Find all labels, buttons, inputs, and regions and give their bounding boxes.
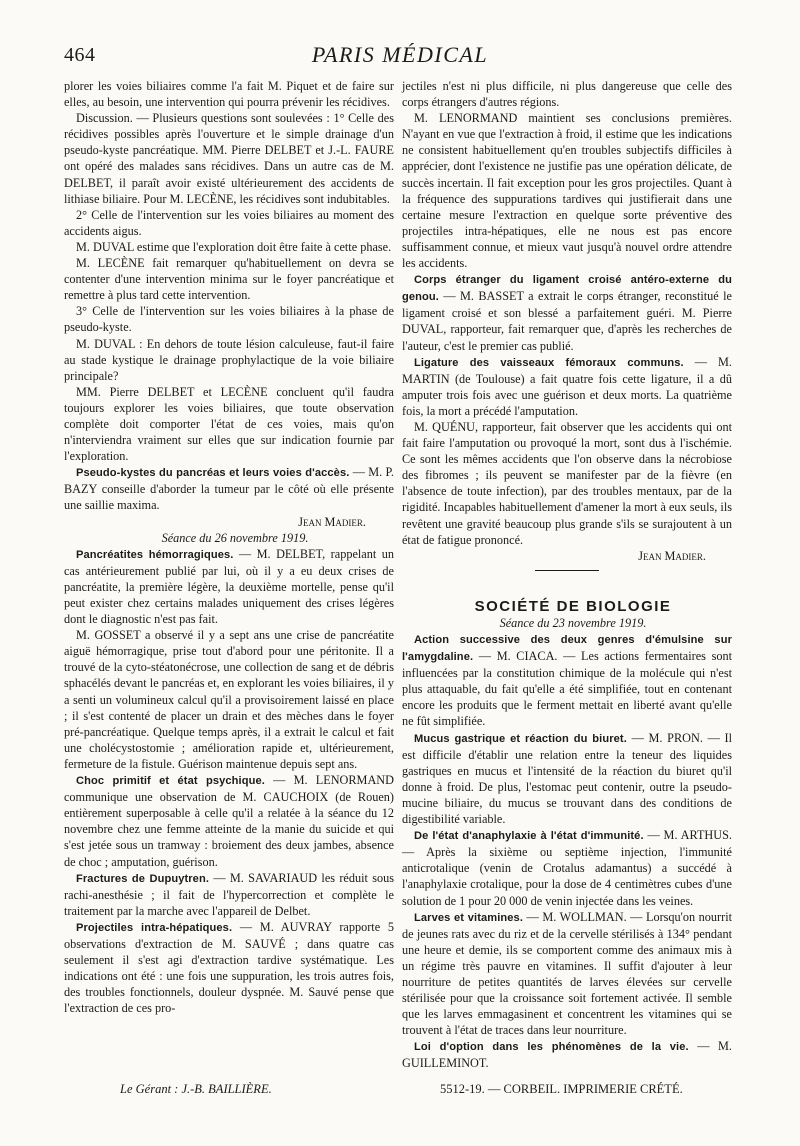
footer-printer: 5512-19. — CORBEIL. IMPRIMERIE CRÉTÉ. [440,1082,683,1096]
paragraph [402,827,732,908]
section-heading: Action successive des deux genres d'émulsine sur l'amygdaline. [402,634,732,664]
paragraph: jectiles n'est ni plus difficile, ni plus dangereuse que celle des corps étrangers d'autres régions. [402,79,732,110]
section-heading: Projectiles intra-hépatiques. [76,921,233,934]
left-column [64,78,394,1016]
section-heading: Pseudo-kystes du pancréas et leurs voies d'accès. [76,467,350,480]
section-heading: Larves et vitamines. [414,911,524,924]
paragraph [402,909,732,1039]
paragraph: M. GOSSET a observé il y a sept ans une crise de pancréatite aiguë hémorragique, prise tout d'abord pour une péritonite. Il a trouvé de la cyto-stéatonécrose, une collection de sang et de débris sphacélés devant le pancréas et, en explorant les voies biliaires, il y a senti un volumineux calcul qu'il a provisoirement laissé en place ; il s'est contenté de placer un drain et des mèches dans le foyer pré-pancréatique. Quelque temps après, il a extrait le calcul et fait une cholécystostomie ; amélioration rapide et, ultérieurement, fermeture de la fistule. Guérison maintenue depuis sept ans. [64,628,394,771]
paragraph [64,919,394,1017]
paragraph-body: — M. CIACA. — Les actions fermentaires sont influencées par la constitution chimique de la molécule qui n'est plus attaquable, du fait qu'elle a été simplifiée, tout en contenant encore les produits que le ferment mettait en liberté avant qu'elle ne fût simplifiée. [402,649,732,729]
paragraph: M. LENORMAND maintient ses conclusions premières. N'ayant en vue que l'extraction à froid, il estime que les indications ne consistent habituellement qu'en troubles subjectifs difficiles à apprécier, dont l'existence ne justifie pas une opération délicate, de succès incertain. Il fait exception pour les gros projectiles. Quant à la fréquence des suppurations tardives qui justifierait dans une certaine mesure l'extraction en quelque sorte préventive des projectiles intra-hépatiques, elle ne nous est pas encore suffisamment connue, et mieux vaut jusqu'à nouvel ordre attendre les accidents. [402,111,732,271]
running-head: PARIS MÉDICAL [311,42,489,67]
paragraph [64,772,394,870]
footer-publisher: Le Gérant : J.-B. BAILLIÈRE. [120,1082,272,1096]
paragraph: Discussion. — Plusieurs questions sont soulevées : 1° Celle des récidives possibles après l'ouverture et le simple drainage d'un pseudo-kyste pancréatique. MM. Pierre DELBET et J.-L. FAURE ont opéré des malades sans récidives. Dans un autre cas de M. DELBET, il paraît avoir existé ultérieurement des accidents de lithiase biliaire. Pour M. LECÈNE, les récidives sont indubitables. [64,111,394,206]
paragraph-body: — M. SAVARIAUD les réduit sous rachi-anesthésie ; il fait de l'hypercorrection et complète le traitement par la marche avec l'appareil de Delbet. [64,870,394,918]
session-date: Séance du 23 novembre 1919. [499,615,647,630]
paragraph-body: — M. ARTHUS. — Après la sixième ou septième injection, l'immunité anticrotalique (venin de Crotalus adamantus) a succédé à l'anaphylaxie crotalique, pour la dose de 4 centimètres cubes d'une solution de 1 pour 20 000 de venin injectée dans les veines. [402,828,732,908]
paragraph-body: — M. WOLLMAN. — Lorsqu'on nourrit de jeunes rats avec du riz et de la cervelle stérilisés à 134° pendant une heure et demie, ils se comportent comme des animaux mis à un régime très pauvre en vitamines. Il suffit d'ajouter à leur nourriture de petites quantités de larves élevées sur cervelle stérilisée pour que la croissance soit fortement activée. Il semble que les larves emmagasinent et concentrent les vitamines qui se trouvent à l'état de traces dans leur nourriture. [402,909,732,1038]
paragraph [402,354,732,419]
society-title: SOCIÉTÉ DE BIOLOGIE [474,597,672,615]
signature: Jean Madier. [298,514,366,529]
paragraph: M. QUÉNU, rapporteur, fait observer que les accidents qui ont fait faire l'amputation ou provoqué la mort, sont dus à l'ischémie. Ce sont les mêmes accidents que l'on observe dans la nécrobiose des fibromes ; ils peuvent se manifester par de la fièvre (en l'absence de toute infection), par des troubles mentaux, par de la rigidité. Incapables habituellement d'amener la mort à eux seuls, ils revêtent une gravité beaucoup plus grande s'ils se surajoutent à un état de fatigue prononcé. [402,419,732,547]
paragraph-body: — M. P. BAZY conseille d'aborder la tumeur par le côté où elle présente une saillie maxima. [64,465,394,513]
section-heading: Fractures de Dupuytren. [76,872,210,885]
paragraph: 2° Celle de l'intervention sur les voies biliaires au moment des accidents aigus. [64,207,394,238]
paragraph-body: — M. PRON. — Il est difficile d'établir une relation entre la teneur des liquides gastriques en mucus et l'intensité de la réaction du biuret qu'il donne à froid. De plus, l'estomac peut contenir, outre la pseudo-mucine biliaire, du mucus se trouvant dans des conditions de digestibilité variable. [402,730,732,827]
paragraph [402,271,732,353]
section-heading: Pancréatites hémorragiques. [76,548,234,561]
section-heading: Choc primitif et état psychique. [76,775,265,788]
paragraph-body: — M. LENORMAND communique une observation de M. CAUCHOIX (de Rouen) entièrement superposable à celle qu'il a relatée à la séance du 12 novembre chez une femme atteinte de la manie du suicide et qui s'est jetée sous un tramway : broiement des deux jambes, absence de choc ; amputation, guérison. [64,773,394,869]
paragraph: M. DUVAL estime que l'exploration doit être faite à cette phase. [76,239,392,254]
section-heading: Corps étranger du ligament croisé antéro-externe du genou. [402,274,732,304]
paragraph: M. LECÈNE fait remarquer qu'habituellement on devra se contenter d'une intervention minima sur le foyer pancréatique et remettre à plus tard cette intervention. [64,256,394,303]
right-column [402,78,732,1072]
paragraph-body: — M. BASSET a extrait le corps étranger, reconstitué le ligament croisé et son blessé a parfaitement guéri. M. Pierre DUVAL, rapporteur, fait remarquer que, d'après les recherches de l'auteur, c'est le premier cas publié. [402,289,732,353]
paragraph: M. DUVAL : En dehors de toute lésion calculeuse, faut-il faire au stade kystique le drainage prophylactique de la voie biliaire principale? [64,336,394,383]
paragraph: MM. Pierre DELBET et LECÈNE concluent qu'il faudra toujours explorer les voies biliaires, que toute observation complète doit comporter l'état de ces voies, mais qu'on n'interviendra vraiment sur elles que sur indication fournie par l'exploration. [64,384,394,464]
section-heading: Ligature des vaisseaux fémoraux communs. [414,356,684,369]
signature: Jean Madier. [638,548,706,563]
paragraph-body: — M. AUVRAY rapporte 5 observations d'extraction de M. SAUVÉ ; dans quatre cas seulement il s'est agi d'extraction tardive systématique. Les indications ont été : une fois une suppuration, les trois autres fois, des troubles fonctionnels, douleur dyspnée. M. Sauvé pense que l'extraction de ces pro- [64,919,394,1016]
page-number: 464 [64,44,96,66]
paragraph-body: — M. MARTIN (de Toulouse) a fait quatre fois cette ligature, il a dû amputer trois fois avec une guérison et deux morts. La quatrième fois, la mort a précédé l'amputation. [402,354,732,418]
section-divider [535,570,599,571]
paragraph-body: — M. DELBET, rappelant un cas antérieurement publié par lui, où il y a eu deux crises de pancréatite, la première légère, la deuxième mortelle, pense qu'il peut exister chez certains malades uniquement des crises légères dont le diagnostic n'est pas fait. [64,546,394,627]
section-heading: Mucus gastrique et réaction du biuret. [414,732,627,745]
section-heading: De l'état d'anaphylaxie à l'état d'immunité. [414,830,644,843]
paragraph: 3° Celle de l'intervention sur les voies biliaires à la phase de pseudo-kyste. [64,304,394,335]
session-date: Séance du 26 novembre 1919. [161,530,309,545]
paragraph-body: — M. GUILLEMINOT. [402,1039,732,1071]
paragraph [402,1038,732,1071]
paragraph: plorer les voies biliaires comme l'a fait M. Piquet et de faire sur elles, au besoin, une intervention qui pourra prévenir les récidives. [64,79,394,110]
paragraph [402,730,732,828]
paragraph [64,464,394,513]
paragraph [64,870,394,919]
paragraph [64,546,394,627]
paragraph [402,631,732,730]
section-heading: Loi d'option dans les phénomènes de la vie. [414,1041,689,1054]
